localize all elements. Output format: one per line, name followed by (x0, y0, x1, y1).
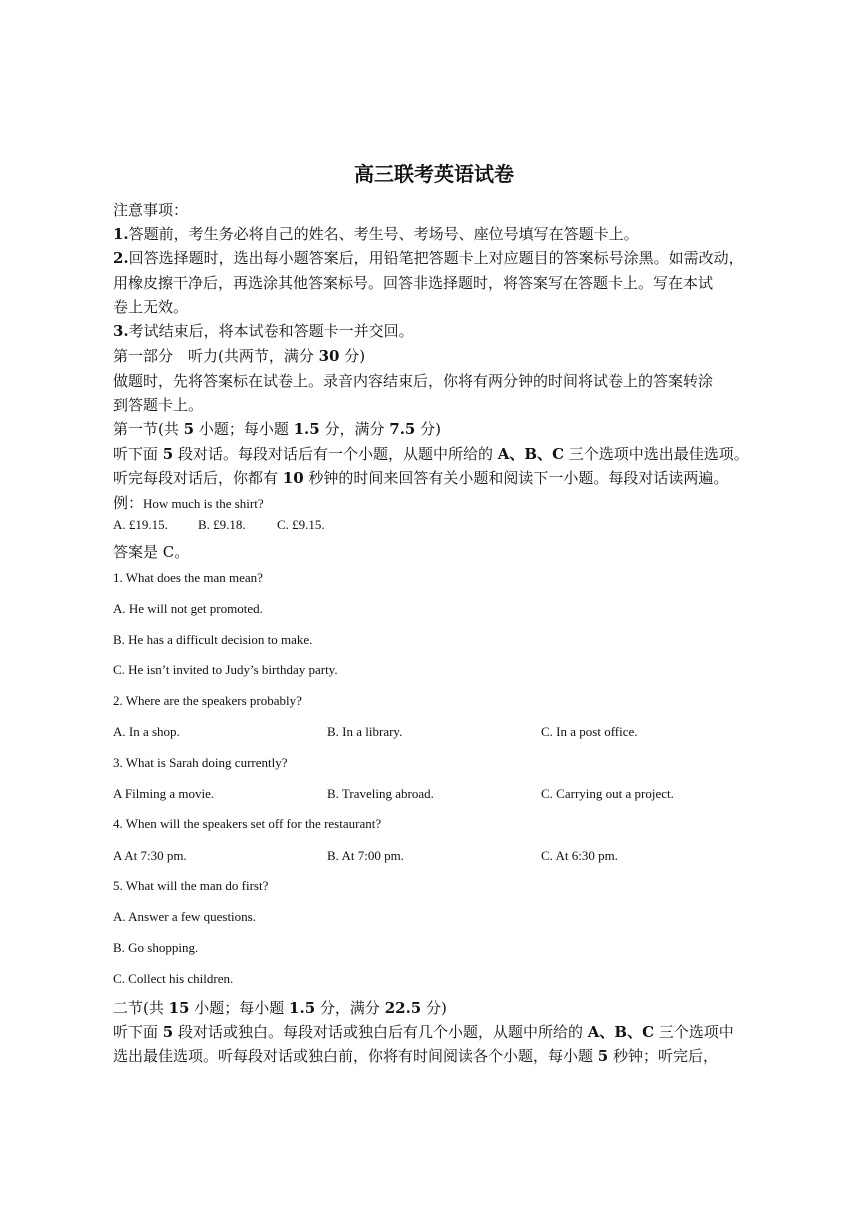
question-2-option-a: A. In a shop. (113, 724, 180, 739)
section1-instructions-line-1: 听下面 5 段对话。每段对话后有一个小题，从题中所给的 A、B、C 三个选项中选出最佳选项。 (113, 445, 749, 463)
example-question: 例：How much is the shirt? (113, 494, 264, 512)
notice-item-2-line-3: 卷上无效。 (113, 298, 189, 316)
part1-instructions-line-1: 做题时，先将答案标在试卷上。录音内容结束后，你将有两分钟的时间将试卷上的答案转涂 (113, 372, 714, 390)
question-4-option-c: C. At 6:30 pm. (541, 848, 618, 863)
exam-title: 高三联考英语试卷 (354, 162, 514, 186)
section2-instructions-line-2: 选出最佳选项。听每段对话或独白前，你将有时间阅读各个小题，每小题 5 秒钟；听完后， (113, 1047, 718, 1065)
example-answer: 答案是 C。 (113, 543, 190, 561)
section2-heading: 二节(共 15 小题；每小题 1.5 分，满分 22.5 分) (113, 999, 447, 1017)
example-option-b: B. £9.18. (198, 517, 246, 532)
part1-heading: 第一部分 听力(共两节，满分 30 分) (113, 347, 366, 365)
notice-heading: 注意事项： (113, 201, 189, 219)
question-2-option-c: C. In a post office. (541, 724, 638, 739)
question-4-option-a: A At 7:30 pm. (113, 848, 187, 863)
question-5-option-c: C. Collect his children. (113, 971, 234, 986)
question-2-option-b: B. In a library. (327, 724, 403, 739)
section1-instructions-line-2: 听完每段对话后，你都有 10 秒钟的时间来回答有关小题和阅读下一小题。每段对话读两遍。 (113, 469, 729, 487)
question-3-option-b: B. Traveling abroad. (327, 786, 434, 801)
question-4: 4. When will the speakers set off for the restaurant? (113, 816, 382, 831)
question-4-option-b: B. At 7:00 pm. (327, 848, 404, 863)
question-3-option-a: A Filming a movie. (113, 786, 215, 801)
question-1-option-a: A. He will not get promoted. (113, 601, 263, 616)
question-1-option-c: C. He isn’t invited to Judy’s birthday party. (113, 662, 338, 677)
part1-instructions-line-2: 到答题卡上。 (113, 396, 204, 414)
example-option-a: A. £19.15. (113, 517, 168, 532)
question-3-option-c: C. Carrying out a project. (541, 786, 674, 801)
section1-heading: 第一节(共 5 小题；每小题 1.5 分，满分 7.5 分) (113, 420, 441, 438)
question-1: 1. What does the man mean? (113, 570, 263, 585)
question-3: 3. What is Sarah doing currently? (113, 755, 288, 770)
question-5-option-b: B. Go shopping. (113, 940, 199, 955)
example-option-c: C. £9.15. (277, 517, 325, 532)
notice-item-2-line-1: 2.回答选择题时，选出每小题答案后，用铅笔把答题卡上对应题目的答案标号涂黑。如需改动， (113, 249, 744, 267)
question-2: 2. Where are the speakers probably? (113, 693, 302, 708)
question-5-option-a: A. Answer a few questions. (113, 909, 256, 924)
notice-item-2-line-2: 用橡皮擦干净后，再选涂其他答案标号。回答非选择题时，将答案写在答题卡上。写在本试 (113, 274, 714, 292)
question-1-option-b: B. He has a difficult decision to make. (113, 632, 313, 647)
notice-item-3: 3.考试结束后，将本试卷和答题卡一并交回。 (113, 322, 414, 340)
question-5: 5. What will the man do first? (113, 878, 269, 893)
notice-item-1: 1.答题前，考生务必将自己的姓名、考生号、考场号、座位号填写在答题卡上。 (113, 225, 639, 243)
section2-instructions-line-1: 听下面 5 段对话或独白。每段对话或独白后有几个小题，从题中所给的 A、B、C 三个选项中 (113, 1023, 734, 1041)
